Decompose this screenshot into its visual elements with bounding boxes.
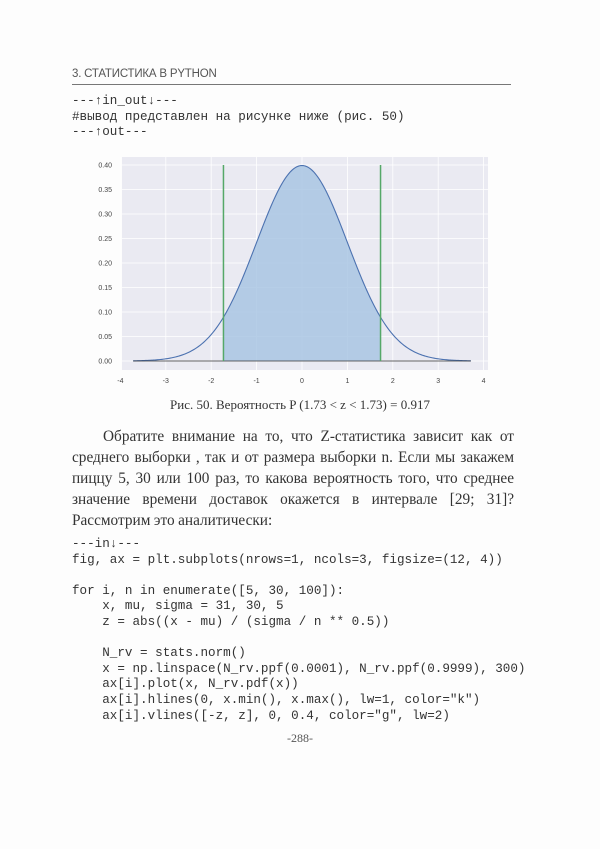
code-line: ax[i].hlines(0, x.min(), x.max(), lw=1, color="k")	[72, 692, 481, 707]
y-tick-label: 0.10	[98, 309, 112, 317]
code-line: ---↑in_out↓---	[72, 94, 178, 108]
code-line: x, mu, sigma = 31, 30, 5	[72, 599, 284, 614]
x-tick-label: 4	[481, 378, 486, 385]
code-line: x = np.linspace(N_rv.ppf(0.0001), N_rv.ppf(0.9999), 300)	[72, 661, 526, 676]
y-tick-label: 0.20	[98, 260, 112, 268]
code-line: fig, ax = plt.subplots(nrows=1, ncols=3, figsize=(12, 4))	[72, 552, 503, 567]
y-tick-label: 0.05	[98, 334, 112, 341]
code-line: #вывод представлен на рисунке ниже (рис. 50)	[72, 109, 405, 124]
code-line: z = abs((x - mu) / (sigma / n ** 0.5))	[72, 614, 390, 629]
code-line: for i, n in enumerate([5, 30, 100]):	[72, 583, 345, 598]
x-tick-label: 1	[345, 378, 350, 385]
x-tick-label: 0	[300, 378, 304, 385]
x-tick-label: 2	[390, 378, 395, 385]
code-line: ax[i].plot(x, N_rv.pdf(x))	[72, 677, 299, 692]
y-tick-label: 0.15	[98, 285, 112, 292]
x-tick-label: 3	[436, 378, 441, 385]
page-number: -288-	[287, 731, 313, 745]
x-tick-label: -3	[162, 378, 169, 385]
y-tick-label: 0.00	[98, 358, 112, 366]
y-tick-label: 0.40	[98, 162, 112, 170]
code-line: N_rv = stats.norm()	[72, 646, 246, 661]
y-tick-label: 0.25	[98, 236, 112, 243]
code-line: ---↑out---	[72, 125, 148, 140]
figure-caption: Рис. 50. Вероятность P (1.73 < z < 1.73) = 0.917	[170, 397, 430, 412]
y-tick-label: 0.30	[98, 211, 112, 219]
code-input-block	[72, 537, 525, 724]
code-line: ---in↓---	[72, 537, 141, 551]
code-line: ax[i].vlines([-z, z], 0, 0.4, color="g", lw=2)	[72, 708, 450, 723]
body-paragraph: Обратите внимание на то, что Z-статистика зависит как от среднего выборки , так и от размера выборки n. Если мы закажем пиццу 5, 30 или 100 раз, то какова вероятность того, что среднее значение времени доставок окажется в интервале [29; 31]? Рассмотрим это аналитически:	[72, 428, 514, 529]
running-header: 3. СТАТИСТИКА В PYTHON	[72, 68, 217, 80]
normal-distribution-chart	[0, 0, 600, 400]
x-tick-label: -4	[117, 378, 124, 385]
x-tick-label: -2	[208, 378, 215, 385]
x-tick-label: -1	[253, 378, 260, 385]
y-tick-label: 0.35	[98, 187, 112, 194]
